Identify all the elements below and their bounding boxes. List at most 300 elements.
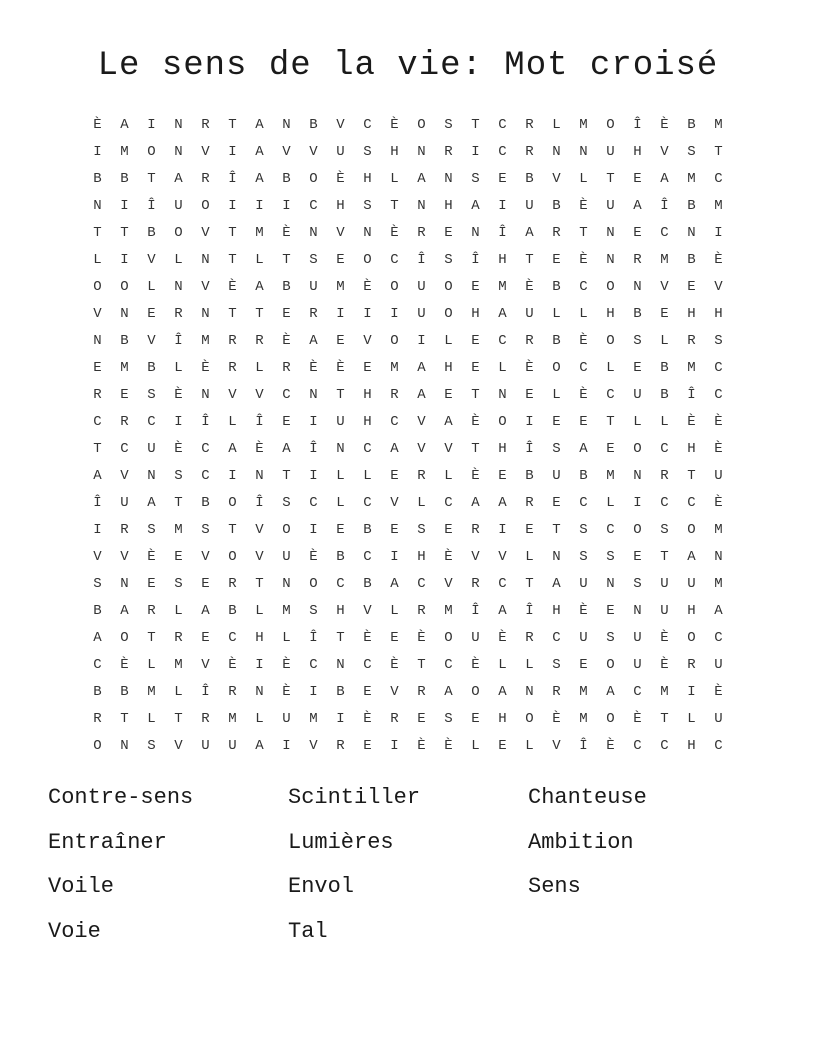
grid-letter[interactable]: L: [336, 468, 345, 484]
grid-letter[interactable]: I: [228, 198, 237, 214]
grid-letter[interactable]: Î: [498, 225, 507, 241]
grid-letter[interactable]: O: [309, 576, 318, 592]
grid-letter[interactable]: M: [579, 684, 588, 700]
grid-letter[interactable]: T: [525, 576, 534, 592]
grid-letter[interactable]: I: [714, 225, 723, 241]
grid-letter[interactable]: T: [228, 225, 237, 241]
grid-letter[interactable]: C: [363, 117, 372, 133]
grid-letter[interactable]: A: [660, 171, 669, 187]
grid-letter[interactable]: V: [120, 468, 129, 484]
grid-letter[interactable]: O: [525, 711, 534, 727]
grid-letter[interactable]: H: [363, 387, 372, 403]
grid-letter[interactable]: V: [255, 522, 264, 538]
grid-letter[interactable]: E: [363, 360, 372, 376]
grid-letter[interactable]: S: [201, 522, 210, 538]
grid-letter[interactable]: A: [579, 441, 588, 457]
grid-letter[interactable]: B: [120, 171, 129, 187]
grid-letter[interactable]: È: [363, 630, 372, 646]
grid-letter[interactable]: H: [417, 549, 426, 565]
grid-letter[interactable]: E: [498, 738, 507, 754]
grid-letter[interactable]: O: [633, 522, 642, 538]
grid-letter[interactable]: N: [255, 468, 264, 484]
grid-letter[interactable]: T: [606, 171, 615, 187]
grid-letter[interactable]: R: [93, 387, 102, 403]
grid-letter[interactable]: U: [552, 468, 561, 484]
grid-letter[interactable]: S: [660, 522, 669, 538]
grid-letter[interactable]: L: [282, 630, 291, 646]
grid-letter[interactable]: O: [552, 360, 561, 376]
grid-letter[interactable]: M: [606, 468, 615, 484]
grid-letter[interactable]: Î: [255, 495, 264, 511]
grid-letter[interactable]: S: [444, 252, 453, 268]
grid-letter[interactable]: E: [390, 468, 399, 484]
grid-letter[interactable]: E: [282, 414, 291, 430]
grid-letter[interactable]: N: [201, 252, 210, 268]
grid-letter[interactable]: C: [120, 441, 129, 457]
grid-letter[interactable]: I: [498, 522, 507, 538]
grid-letter[interactable]: V: [201, 657, 210, 673]
grid-letter[interactable]: R: [147, 603, 156, 619]
grid-letter[interactable]: È: [660, 117, 669, 133]
grid-letter[interactable]: V: [552, 738, 561, 754]
grid-letter[interactable]: T: [336, 387, 345, 403]
grid-letter[interactable]: C: [660, 225, 669, 241]
grid-letter[interactable]: T: [228, 117, 237, 133]
grid-letter[interactable]: A: [444, 684, 453, 700]
grid-letter[interactable]: T: [579, 225, 588, 241]
grid-letter[interactable]: B: [687, 252, 696, 268]
grid-letter[interactable]: C: [201, 441, 210, 457]
grid-letter[interactable]: H: [714, 306, 723, 322]
grid-letter[interactable]: N: [714, 549, 723, 565]
grid-letter[interactable]: L: [147, 657, 156, 673]
grid-letter[interactable]: A: [93, 630, 102, 646]
grid-letter[interactable]: M: [579, 117, 588, 133]
grid-letter[interactable]: N: [417, 198, 426, 214]
grid-letter[interactable]: E: [444, 387, 453, 403]
grid-letter[interactable]: N: [525, 684, 534, 700]
grid-letter[interactable]: O: [498, 414, 507, 430]
grid-letter[interactable]: B: [660, 360, 669, 376]
grid-letter[interactable]: È: [309, 360, 318, 376]
grid-letter[interactable]: M: [714, 198, 723, 214]
grid-letter[interactable]: E: [471, 360, 480, 376]
grid-letter[interactable]: C: [714, 630, 723, 646]
grid-letter[interactable]: L: [228, 414, 237, 430]
grid-letter[interactable]: L: [174, 252, 183, 268]
grid-letter[interactable]: T: [471, 117, 480, 133]
grid-letter[interactable]: L: [390, 171, 399, 187]
grid-letter[interactable]: R: [687, 657, 696, 673]
grid-letter[interactable]: Î: [417, 252, 426, 268]
grid-letter[interactable]: N: [93, 198, 102, 214]
grid-letter[interactable]: C: [579, 279, 588, 295]
grid-letter[interactable]: L: [687, 711, 696, 727]
grid-letter[interactable]: A: [255, 279, 264, 295]
grid-letter[interactable]: A: [417, 171, 426, 187]
grid-letter[interactable]: O: [687, 522, 696, 538]
grid-letter[interactable]: B: [93, 171, 102, 187]
grid-letter[interactable]: A: [255, 171, 264, 187]
grid-letter[interactable]: S: [363, 144, 372, 160]
grid-letter[interactable]: A: [471, 198, 480, 214]
grid-letter[interactable]: L: [633, 414, 642, 430]
grid-letter[interactable]: N: [174, 144, 183, 160]
grid-letter[interactable]: E: [93, 360, 102, 376]
grid-letter[interactable]: I: [147, 117, 156, 133]
grid-letter[interactable]: R: [201, 171, 210, 187]
grid-letter[interactable]: E: [633, 549, 642, 565]
grid-letter[interactable]: I: [282, 738, 291, 754]
grid-letter[interactable]: H: [255, 630, 264, 646]
grid-letter[interactable]: N: [309, 225, 318, 241]
grid-letter[interactable]: N: [201, 306, 210, 322]
grid-letter[interactable]: C: [390, 252, 399, 268]
grid-letter[interactable]: V: [255, 549, 264, 565]
grid-letter[interactable]: C: [363, 441, 372, 457]
grid-letter[interactable]: È: [525, 279, 534, 295]
grid-letter[interactable]: T: [228, 252, 237, 268]
grid-letter[interactable]: E: [579, 657, 588, 673]
grid-letter[interactable]: T: [552, 522, 561, 538]
grid-letter[interactable]: E: [201, 576, 210, 592]
grid-letter[interactable]: T: [255, 306, 264, 322]
grid-letter[interactable]: C: [309, 495, 318, 511]
grid-letter[interactable]: H: [552, 603, 561, 619]
grid-letter[interactable]: B: [282, 171, 291, 187]
grid-letter[interactable]: È: [93, 117, 102, 133]
grid-letter[interactable]: N: [147, 468, 156, 484]
grid-letter[interactable]: S: [147, 522, 156, 538]
grid-letter[interactable]: V: [714, 279, 723, 295]
grid-letter[interactable]: È: [282, 333, 291, 349]
grid-letter[interactable]: I: [228, 468, 237, 484]
grid-letter[interactable]: È: [255, 441, 264, 457]
grid-letter[interactable]: E: [147, 306, 156, 322]
grid-letter[interactable]: S: [282, 495, 291, 511]
grid-letter[interactable]: N: [606, 225, 615, 241]
grid-letter[interactable]: È: [660, 657, 669, 673]
grid-letter[interactable]: A: [417, 360, 426, 376]
grid-letter[interactable]: A: [147, 495, 156, 511]
grid-letter[interactable]: A: [93, 468, 102, 484]
grid-letter[interactable]: N: [633, 468, 642, 484]
grid-letter[interactable]: V: [660, 144, 669, 160]
grid-letter[interactable]: N: [174, 279, 183, 295]
grid-letter[interactable]: S: [174, 468, 183, 484]
grid-letter[interactable]: I: [687, 684, 696, 700]
grid-letter[interactable]: È: [174, 387, 183, 403]
grid-letter[interactable]: E: [606, 603, 615, 619]
grid-letter[interactable]: È: [579, 603, 588, 619]
grid-letter[interactable]: R: [120, 414, 129, 430]
grid-letter[interactable]: O: [687, 630, 696, 646]
grid-letter[interactable]: Î: [525, 441, 534, 457]
grid-letter[interactable]: U: [228, 738, 237, 754]
grid-letter[interactable]: A: [255, 738, 264, 754]
grid-letter[interactable]: R: [525, 333, 534, 349]
grid-letter[interactable]: E: [444, 522, 453, 538]
grid-letter[interactable]: S: [147, 387, 156, 403]
grid-letter[interactable]: A: [417, 387, 426, 403]
grid-letter[interactable]: C: [363, 657, 372, 673]
grid-letter[interactable]: Î: [633, 117, 642, 133]
grid-letter[interactable]: N: [687, 225, 696, 241]
grid-letter[interactable]: V: [282, 144, 291, 160]
grid-letter[interactable]: U: [174, 198, 183, 214]
grid-letter[interactable]: M: [228, 711, 237, 727]
grid-letter[interactable]: S: [444, 711, 453, 727]
grid-letter[interactable]: B: [147, 225, 156, 241]
grid-letter[interactable]: Î: [660, 198, 669, 214]
grid-letter[interactable]: U: [606, 198, 615, 214]
grid-letter[interactable]: L: [579, 306, 588, 322]
grid-letter[interactable]: È: [714, 252, 723, 268]
grid-letter[interactable]: E: [363, 684, 372, 700]
grid-letter[interactable]: C: [687, 495, 696, 511]
grid-letter[interactable]: È: [228, 657, 237, 673]
grid-letter[interactable]: S: [579, 549, 588, 565]
grid-letter[interactable]: S: [417, 522, 426, 538]
grid-letter[interactable]: E: [633, 360, 642, 376]
grid-letter[interactable]: È: [714, 441, 723, 457]
grid-letter[interactable]: C: [498, 144, 507, 160]
grid-letter[interactable]: I: [471, 144, 480, 160]
grid-letter[interactable]: B: [552, 333, 561, 349]
grid-letter[interactable]: È: [282, 684, 291, 700]
grid-letter[interactable]: O: [606, 711, 615, 727]
grid-letter[interactable]: E: [363, 738, 372, 754]
grid-letter[interactable]: R: [228, 576, 237, 592]
grid-letter[interactable]: V: [417, 414, 426, 430]
grid-letter[interactable]: V: [363, 333, 372, 349]
grid-letter[interactable]: R: [471, 576, 480, 592]
grid-letter[interactable]: T: [120, 711, 129, 727]
grid-letter[interactable]: E: [552, 252, 561, 268]
grid-letter[interactable]: U: [417, 279, 426, 295]
grid-letter[interactable]: M: [714, 117, 723, 133]
grid-letter[interactable]: C: [714, 387, 723, 403]
grid-letter[interactable]: È: [363, 711, 372, 727]
grid-letter[interactable]: U: [309, 279, 318, 295]
grid-letter[interactable]: L: [147, 711, 156, 727]
grid-letter[interactable]: E: [390, 522, 399, 538]
grid-letter[interactable]: I: [390, 738, 399, 754]
grid-letter[interactable]: T: [525, 252, 534, 268]
grid-letter[interactable]: S: [363, 198, 372, 214]
grid-letter[interactable]: V: [201, 549, 210, 565]
grid-letter[interactable]: H: [687, 603, 696, 619]
grid-letter[interactable]: Î: [255, 414, 264, 430]
grid-letter[interactable]: S: [552, 441, 561, 457]
grid-letter[interactable]: A: [444, 414, 453, 430]
grid-letter[interactable]: L: [336, 495, 345, 511]
grid-letter[interactable]: È: [471, 468, 480, 484]
grid-letter[interactable]: I: [525, 414, 534, 430]
grid-letter[interactable]: B: [282, 279, 291, 295]
grid-letter[interactable]: R: [525, 495, 534, 511]
grid-letter[interactable]: I: [282, 198, 291, 214]
grid-letter[interactable]: C: [309, 198, 318, 214]
grid-letter[interactable]: O: [120, 279, 129, 295]
grid-letter[interactable]: V: [201, 144, 210, 160]
grid-letter[interactable]: L: [174, 603, 183, 619]
grid-letter[interactable]: O: [174, 225, 183, 241]
grid-letter[interactable]: C: [633, 738, 642, 754]
grid-letter[interactable]: S: [714, 333, 723, 349]
grid-letter[interactable]: O: [228, 495, 237, 511]
grid-letter[interactable]: È: [120, 657, 129, 673]
grid-letter[interactable]: N: [255, 684, 264, 700]
grid-letter[interactable]: V: [174, 738, 183, 754]
grid-letter[interactable]: T: [174, 711, 183, 727]
grid-letter[interactable]: I: [255, 657, 264, 673]
grid-letter[interactable]: V: [201, 225, 210, 241]
grid-letter[interactable]: V: [336, 225, 345, 241]
grid-letter[interactable]: È: [390, 657, 399, 673]
grid-letter[interactable]: N: [93, 333, 102, 349]
grid-letter[interactable]: È: [309, 549, 318, 565]
grid-letter[interactable]: H: [498, 711, 507, 727]
grid-letter[interactable]: S: [606, 630, 615, 646]
grid-letter[interactable]: B: [525, 468, 534, 484]
grid-letter[interactable]: R: [282, 360, 291, 376]
grid-letter[interactable]: Î: [309, 441, 318, 457]
grid-letter[interactable]: H: [498, 441, 507, 457]
grid-letter[interactable]: M: [660, 684, 669, 700]
grid-letter[interactable]: R: [471, 522, 480, 538]
grid-letter[interactable]: S: [174, 576, 183, 592]
grid-letter[interactable]: L: [255, 252, 264, 268]
grid-letter[interactable]: I: [309, 684, 318, 700]
grid-letter[interactable]: B: [363, 522, 372, 538]
grid-letter[interactable]: M: [174, 522, 183, 538]
grid-letter[interactable]: E: [417, 711, 426, 727]
grid-letter[interactable]: E: [633, 225, 642, 241]
grid-letter[interactable]: B: [93, 684, 102, 700]
grid-letter[interactable]: E: [498, 468, 507, 484]
grid-letter[interactable]: È: [498, 630, 507, 646]
grid-letter[interactable]: V: [201, 279, 210, 295]
grid-letter[interactable]: R: [552, 225, 561, 241]
grid-letter[interactable]: L: [552, 306, 561, 322]
grid-letter[interactable]: R: [417, 225, 426, 241]
grid-letter[interactable]: B: [363, 576, 372, 592]
grid-letter[interactable]: H: [633, 144, 642, 160]
grid-letter[interactable]: C: [201, 468, 210, 484]
grid-letter[interactable]: M: [444, 603, 453, 619]
grid-letter[interactable]: L: [552, 117, 561, 133]
grid-letter[interactable]: V: [390, 684, 399, 700]
grid-letter[interactable]: È: [363, 279, 372, 295]
grid-letter[interactable]: R: [444, 144, 453, 160]
grid-letter[interactable]: C: [417, 576, 426, 592]
grid-letter[interactable]: C: [579, 360, 588, 376]
grid-letter[interactable]: H: [687, 738, 696, 754]
grid-letter[interactable]: È: [579, 252, 588, 268]
grid-letter[interactable]: O: [228, 549, 237, 565]
grid-letter[interactable]: V: [417, 441, 426, 457]
grid-letter[interactable]: Î: [525, 603, 534, 619]
grid-letter[interactable]: N: [633, 279, 642, 295]
grid-letter[interactable]: U: [417, 306, 426, 322]
grid-letter[interactable]: A: [687, 549, 696, 565]
grid-letter[interactable]: N: [633, 603, 642, 619]
grid-letter[interactable]: È: [417, 630, 426, 646]
grid-letter[interactable]: R: [201, 117, 210, 133]
grid-letter[interactable]: C: [147, 414, 156, 430]
grid-letter[interactable]: I: [390, 306, 399, 322]
grid-letter[interactable]: E: [336, 333, 345, 349]
grid-letter[interactable]: N: [120, 576, 129, 592]
grid-letter[interactable]: I: [93, 144, 102, 160]
grid-letter[interactable]: U: [714, 711, 723, 727]
grid-letter[interactable]: I: [390, 549, 399, 565]
grid-letter[interactable]: L: [390, 603, 399, 619]
grid-letter[interactable]: R: [93, 711, 102, 727]
grid-letter[interactable]: I: [633, 495, 642, 511]
grid-letter[interactable]: O: [471, 684, 480, 700]
grid-letter[interactable]: T: [174, 495, 183, 511]
grid-letter[interactable]: C: [606, 387, 615, 403]
grid-letter[interactable]: V: [552, 171, 561, 187]
grid-letter[interactable]: È: [390, 117, 399, 133]
grid-letter[interactable]: O: [633, 441, 642, 457]
grid-letter[interactable]: N: [417, 144, 426, 160]
grid-letter[interactable]: L: [525, 657, 534, 673]
grid-letter[interactable]: C: [660, 495, 669, 511]
grid-letter[interactable]: È: [714, 684, 723, 700]
grid-letter[interactable]: Î: [687, 387, 696, 403]
grid-letter[interactable]: I: [309, 468, 318, 484]
grid-letter[interactable]: T: [687, 468, 696, 484]
grid-letter[interactable]: U: [282, 549, 291, 565]
grid-letter[interactable]: N: [444, 171, 453, 187]
grid-letter[interactable]: L: [471, 738, 480, 754]
grid-letter[interactable]: L: [606, 495, 615, 511]
grid-letter[interactable]: N: [309, 387, 318, 403]
grid-letter[interactable]: S: [471, 171, 480, 187]
grid-letter[interactable]: B: [552, 198, 561, 214]
grid-letter[interactable]: V: [255, 387, 264, 403]
grid-letter[interactable]: H: [363, 414, 372, 430]
grid-letter[interactable]: C: [444, 657, 453, 673]
grid-letter[interactable]: U: [201, 738, 210, 754]
grid-letter[interactable]: N: [363, 225, 372, 241]
grid-letter[interactable]: N: [336, 441, 345, 457]
grid-letter[interactable]: U: [336, 414, 345, 430]
grid-letter[interactable]: R: [390, 387, 399, 403]
grid-letter[interactable]: M: [282, 603, 291, 619]
grid-letter[interactable]: R: [228, 684, 237, 700]
grid-letter[interactable]: N: [552, 144, 561, 160]
grid-letter[interactable]: È: [336, 360, 345, 376]
grid-letter[interactable]: Î: [309, 630, 318, 646]
grid-letter[interactable]: E: [471, 711, 480, 727]
grid-letter[interactable]: N: [336, 657, 345, 673]
grid-letter[interactable]: B: [93, 603, 102, 619]
grid-letter[interactable]: H: [687, 306, 696, 322]
grid-letter[interactable]: V: [309, 144, 318, 160]
grid-letter[interactable]: È: [633, 711, 642, 727]
grid-letter[interactable]: È: [201, 360, 210, 376]
grid-letter[interactable]: H: [444, 198, 453, 214]
grid-letter[interactable]: È: [174, 441, 183, 457]
grid-letter[interactable]: R: [552, 684, 561, 700]
grid-letter[interactable]: M: [147, 684, 156, 700]
grid-letter[interactable]: E: [525, 387, 534, 403]
grid-letter[interactable]: O: [147, 144, 156, 160]
